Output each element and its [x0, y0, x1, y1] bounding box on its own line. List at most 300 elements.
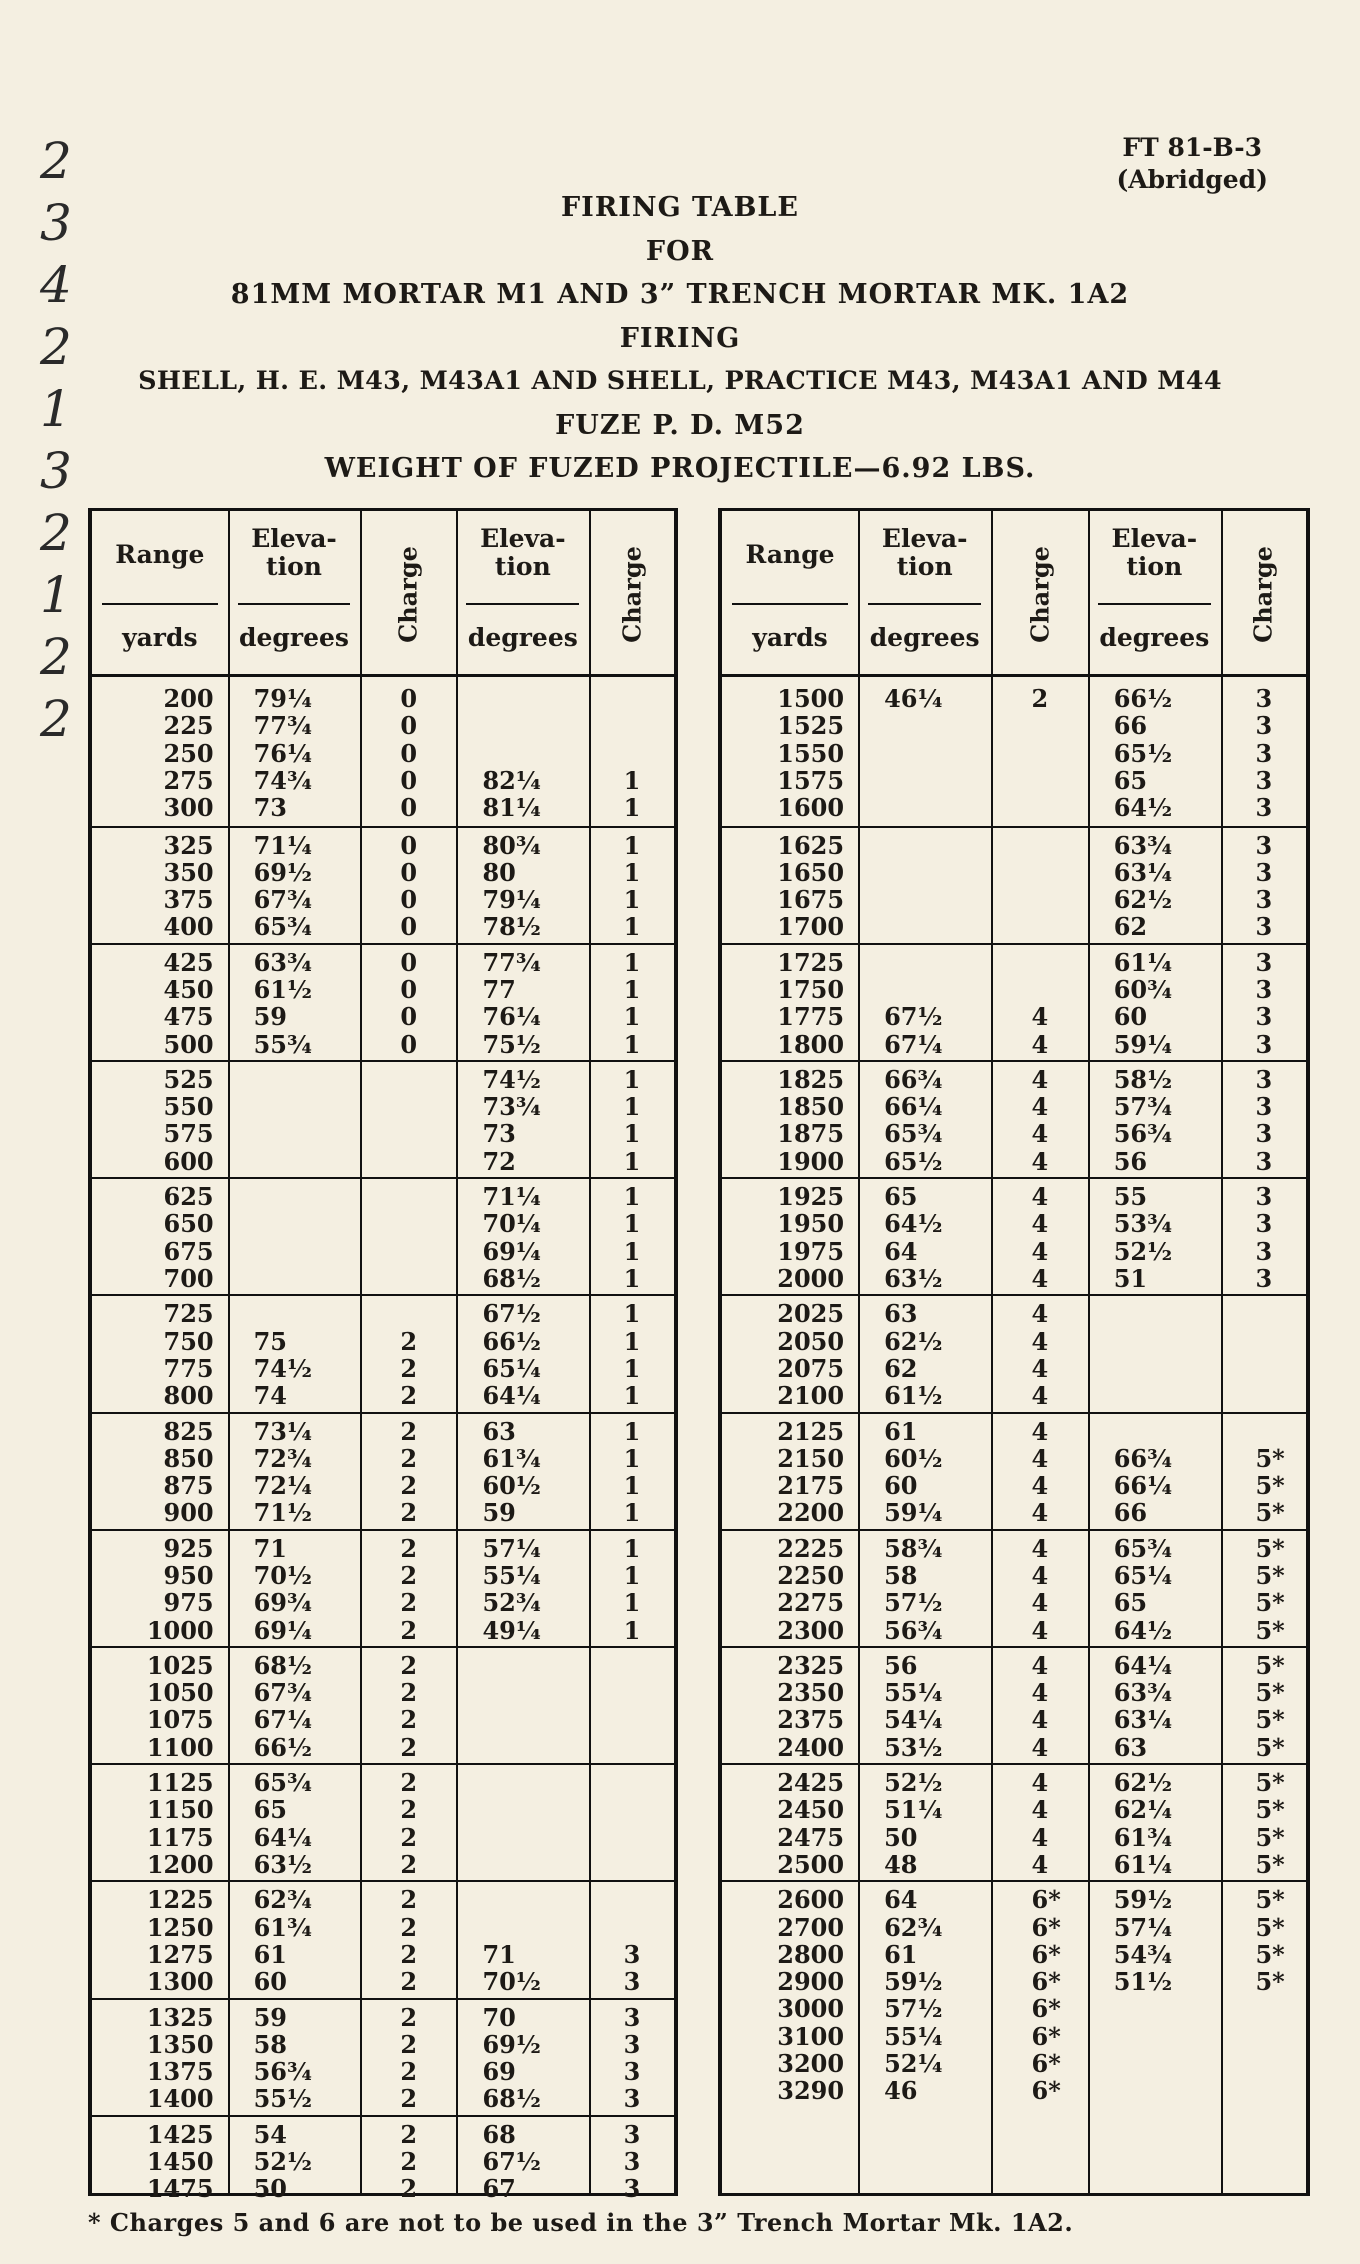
table-row: [92, 740, 674, 767]
elevation-cell: 55½: [253, 2084, 313, 2114]
elevation-cell: 55¾: [253, 1029, 313, 1059]
table-row: [722, 1617, 1306, 1644]
charge-cell: 5*: [1255, 1795, 1285, 1825]
elevation-cell: 49¼: [482, 1615, 541, 1645]
table-row: [92, 1210, 674, 1237]
elevation-cell: 53½: [884, 1732, 943, 1762]
elevation-cell: 60½: [482, 1471, 541, 1501]
table-row: [92, 1734, 674, 1761]
table-row: [92, 1706, 674, 1733]
charge-cell: 5*: [1255, 1822, 1285, 1852]
charge-cell: 5*: [1255, 1678, 1285, 1708]
elevation-cell: 72¼: [253, 1471, 313, 1501]
charge-cell: 5*: [1255, 1885, 1285, 1915]
range-cell: 1300: [146, 1967, 214, 1997]
elevation-cell: 63: [884, 1299, 918, 1329]
charge-cell: 1: [623, 1029, 641, 1059]
elevation-cell: 67¼: [884, 1029, 943, 1059]
elevation-cell: 57½: [884, 1994, 943, 2024]
charge-column-header: Charge: [1248, 546, 1278, 643]
table-row: [92, 2004, 674, 2031]
charge-cell: 1: [623, 793, 641, 823]
charge-cell: 3: [1255, 684, 1273, 713]
elevation-cell: 70¼: [482, 1209, 541, 1239]
charge-cell: 2: [400, 1795, 418, 1825]
range-cell: 2075: [777, 1353, 845, 1383]
elevation-cell: 59¼: [1113, 1029, 1173, 1059]
elevation-cell: 62¾: [884, 1912, 943, 1942]
charge-cell: 2: [400, 1498, 418, 1528]
elevation-unit-label: degrees: [869, 623, 980, 652]
charge-cell: 2: [400, 1678, 418, 1708]
elevation-cell: 62½: [1113, 885, 1173, 915]
charge-cell: 2: [400, 1939, 418, 1969]
elevation-cell: 60¾: [1113, 974, 1173, 1004]
charge-cell: 3: [1255, 1209, 1273, 1239]
charge-cell: 5*: [1255, 1588, 1285, 1618]
charge-cell: 5*: [1255, 1471, 1285, 1501]
table-row: [722, 1679, 1306, 1706]
charge-cell: 2: [400, 1416, 418, 1446]
elevation-cell: 69¾: [253, 1588, 313, 1618]
range-cell: 1075: [146, 1705, 214, 1735]
charge-cell: 2: [400, 1768, 418, 1798]
range-group: [722, 1529, 1306, 1646]
table-row: [722, 2050, 1306, 2077]
range-cell: 1100: [146, 1732, 214, 1762]
table-row: [92, 949, 674, 976]
charge-cell: 1: [623, 1326, 641, 1356]
charge-cell: 2: [400, 1560, 418, 1590]
elevation-cell: 70: [482, 2002, 516, 2032]
table-row: [722, 1851, 1306, 1878]
table-row: [92, 1148, 674, 1175]
elevation-cell: 76¼: [253, 738, 313, 768]
charge-cell: 4: [1031, 1416, 1049, 1446]
range-cell: 1875: [777, 1119, 845, 1149]
charge-cell: 0: [400, 1029, 418, 1059]
elevation-cell: 67½: [884, 1002, 943, 1032]
elevation-cell: 73¾: [482, 1092, 541, 1122]
table-row: [92, 1499, 674, 1526]
charge-cell: 2: [400, 1822, 418, 1852]
elevation-column-header: Eleva- tion: [251, 524, 337, 581]
range-cell: 900: [163, 1498, 214, 1528]
elevation-column-header: Eleva- tion: [480, 524, 566, 581]
charge-cell: 3: [623, 2057, 641, 2087]
table-row: [92, 2031, 674, 2058]
charge-cell: 1: [623, 947, 641, 977]
charge-cell: 4: [1031, 1263, 1049, 1293]
range-cell: 1375: [146, 2057, 214, 2087]
elevation-cell: 62¾: [253, 1885, 313, 1915]
elevation-cell: 78½: [482, 912, 541, 942]
title-firing: FIRING: [619, 322, 741, 354]
charge-cell: 4: [1031, 1560, 1049, 1590]
elevation-cell: 52½: [253, 2146, 313, 2176]
charge-cell: 0: [400, 947, 418, 977]
charge-cell: 3: [1255, 1002, 1273, 1032]
table-row: [722, 712, 1306, 739]
elevation-cell: 58½: [1113, 1064, 1173, 1094]
elevation-cell: 67¾: [253, 885, 313, 915]
elevation-cell: 62½: [1113, 1768, 1173, 1798]
elevation-cell: 56: [884, 1650, 918, 1680]
charge-cell: 4: [1031, 1064, 1049, 1094]
charge-cell: 4: [1031, 1533, 1049, 1563]
charge-cell: 1: [623, 1353, 641, 1383]
elevation-cell: 70½: [253, 1560, 313, 1590]
table-row: [722, 1941, 1306, 1968]
elevation-cell: 57½: [884, 1588, 943, 1618]
handwritten-number: 2: [40, 504, 72, 562]
elevation-cell: 46¼: [884, 684, 943, 713]
charge-cell: 2: [400, 1912, 418, 1942]
charge-cell: 0: [400, 738, 418, 768]
charge-cell: 5*: [1255, 1498, 1285, 1528]
elevation-cell: 58: [253, 2029, 288, 2059]
elevation-cell: 71¼: [482, 1182, 541, 1212]
elevation-cell: 61¾: [1113, 1822, 1173, 1852]
charge-column-header: Charge: [1025, 546, 1054, 643]
table-row: [722, 1265, 1306, 1292]
elevation-cell: 63¾: [1113, 1678, 1173, 1708]
handwritten-number: 4: [40, 256, 72, 314]
charge-cell: 0: [400, 793, 418, 823]
elevation-cell: 68: [482, 2119, 516, 2149]
table-row: [722, 1210, 1306, 1237]
charge-cell: 2: [400, 2002, 418, 2032]
range-cell: 2900: [777, 1967, 845, 1997]
elevation-cell: 48: [884, 1849, 918, 1879]
elevation-cell: 59: [253, 2002, 288, 2032]
elevation-cell: 62¼: [1113, 1795, 1173, 1825]
table-row: [92, 2148, 674, 2175]
charge-cell: 5*: [1255, 1939, 1285, 1969]
table-row: [92, 767, 674, 794]
charge-cell: 4: [1031, 1650, 1049, 1680]
range-cell: 750: [163, 1326, 214, 1356]
range-cell: 2225: [777, 1533, 845, 1563]
elevation-unit-label: degrees: [1099, 623, 1210, 652]
table-row: [92, 794, 674, 821]
elevation-cell: 64½: [1113, 793, 1173, 823]
range-cell: 1775: [777, 1002, 845, 1032]
charge-cell: 3: [1255, 830, 1273, 860]
range-cell: 2400: [777, 1732, 845, 1762]
charge-cell: 1: [623, 1498, 641, 1528]
elevation-cell: 59¼: [884, 1498, 943, 1528]
range-cell: 700: [163, 1263, 214, 1293]
elevation-cell: 67¾: [253, 1678, 313, 1708]
table-row: [92, 1886, 674, 1913]
range-cell: 325: [163, 830, 214, 860]
range-cell: 1500: [777, 684, 845, 713]
column-header-row: [722, 511, 1306, 677]
elevation-cell: 63½: [253, 1849, 313, 1879]
charge-cell: 0: [400, 711, 418, 741]
charge-cell: 5*: [1255, 1705, 1285, 1735]
charge-cell: 0: [400, 765, 418, 795]
range-cell: 1050: [146, 1678, 214, 1708]
table-row: [722, 832, 1306, 859]
range-cell: 2325: [777, 1650, 845, 1680]
table-row: [722, 859, 1306, 886]
elevation-cell: 65¾: [253, 912, 313, 942]
elevation-unit-label: degrees: [239, 623, 349, 652]
charge-cell: 4: [1031, 1768, 1049, 1798]
table-row: [722, 1562, 1306, 1589]
charge-cell: 2: [400, 2146, 418, 2176]
charge-cell: 3: [1255, 1119, 1273, 1149]
elevation-cell: 63: [482, 1416, 516, 1446]
elevation-cell: 64½: [1113, 1615, 1173, 1645]
range-group: [722, 1646, 1306, 1763]
elevation-cell: 66½: [1113, 684, 1173, 713]
elevation-cell: 61¼: [1113, 1849, 1173, 1879]
charge-cell: 1: [623, 1471, 641, 1501]
range-cell: 2275: [777, 1588, 845, 1618]
table-row: [92, 1796, 674, 1823]
range-cell: 1200: [146, 1849, 214, 1879]
range-cell: 1450: [146, 2146, 214, 2176]
table-row: [92, 1968, 674, 1995]
charge-cell: 1: [623, 1002, 641, 1032]
elevation-cell: 65¾: [253, 1768, 313, 1798]
elevation-cell: 74½: [253, 1353, 313, 1383]
header-underline: [102, 603, 218, 605]
table-row: [92, 1355, 674, 1382]
charge-cell: 6*: [1031, 1885, 1061, 1915]
charge-cell: 4: [1031, 1029, 1049, 1059]
table-row: [722, 767, 1306, 794]
elevation-cell: 66½: [482, 1326, 541, 1356]
table-row: [92, 1824, 674, 1851]
charge-cell: 3: [1255, 765, 1273, 795]
range-cell: 850: [163, 1443, 214, 1473]
charge-cell: 4: [1031, 1443, 1049, 1473]
table-row: [92, 1589, 674, 1616]
charge-cell: 2: [400, 1650, 418, 1680]
charge-cell: 1: [623, 1236, 641, 1266]
table-row: [722, 1914, 1306, 1941]
range-cell: 350: [163, 857, 214, 887]
range-cell: 2025: [777, 1299, 845, 1329]
elevation-cell: 65: [884, 1182, 918, 1212]
elevation-cell: 76¼: [482, 1002, 541, 1032]
table-row: [722, 1968, 1306, 1995]
charge-cell: 4: [1031, 1822, 1049, 1852]
table-row: [722, 1418, 1306, 1445]
elevation-cell: 67¼: [253, 1705, 313, 1735]
range-group: [92, 2115, 674, 2205]
range-cell: 3200: [777, 2049, 845, 2079]
elevation-cell: 74¾: [253, 765, 313, 795]
elevation-cell: 62: [884, 1353, 918, 1383]
charge-cell: 1: [623, 1588, 641, 1618]
charge-cell: 3: [1255, 885, 1273, 915]
range-cell: 925: [163, 1533, 214, 1563]
elevation-cell: 66½: [253, 1732, 313, 1762]
range-cell: 1950: [777, 1209, 845, 1239]
range-cell: 1475: [146, 2174, 214, 2204]
charge-cell: 4: [1031, 1299, 1049, 1329]
range-group: [92, 1998, 674, 2115]
elevation-cell: 56: [1113, 1146, 1148, 1176]
elevation-cell: 77: [482, 974, 516, 1004]
charge-column-header: Charge: [617, 546, 647, 643]
charge-cell: 2: [400, 1588, 418, 1618]
elevation-cell: 65½: [1113, 738, 1173, 768]
range-group: [722, 826, 1306, 943]
range-group: [92, 1880, 674, 1997]
charge-column-header: Charge: [393, 546, 423, 643]
table-row: [722, 1769, 1306, 1796]
handwritten-number: 1: [40, 566, 72, 624]
elevation-cell: 71¼: [253, 830, 313, 860]
range-cell: 1800: [777, 1029, 845, 1059]
range-cell: 800: [163, 1381, 214, 1411]
elevation-cell: 58¾: [884, 1533, 943, 1563]
elevation-cell: 64¼: [253, 1822, 313, 1852]
handwritten-number: 2: [40, 132, 72, 190]
elevation-cell: 57¾: [1113, 1092, 1173, 1122]
range-cell: 2600: [777, 1885, 845, 1915]
elevation-cell: 77¾: [253, 711, 313, 741]
range-cell: 725: [163, 1299, 214, 1329]
range-group: [92, 1294, 674, 1411]
range-group: [92, 826, 674, 943]
elevation-cell: 53¾: [1113, 1209, 1173, 1239]
charge-cell: 0: [400, 885, 418, 915]
charge-cell: 3: [1255, 1092, 1273, 1122]
charge-cell: 1: [623, 1092, 641, 1122]
charge-cell: 1: [623, 885, 641, 915]
charge-cell: 3: [623, 1939, 641, 1969]
table-row: [722, 1031, 1306, 1058]
range-cell: 1675: [777, 885, 845, 915]
range-cell: 2050: [777, 1326, 845, 1356]
range-cell: 2000: [777, 1263, 845, 1293]
title-firing-table: FIRING TABLE: [561, 192, 799, 223]
range-cell: 3000: [777, 1994, 845, 2024]
elevation-cell: 82¼: [482, 765, 541, 795]
table-row: [92, 1031, 674, 1058]
table-row: [92, 1120, 674, 1147]
elevation-cell: 58: [884, 1560, 918, 1590]
elevation-cell: 63¾: [1113, 830, 1173, 860]
table-row: [722, 1328, 1306, 1355]
footnote: * Charges 5 and 6 are not to be used in the 3” Trench Mortar Mk. 1A2.: [88, 2208, 1074, 2237]
elevation-cell: 57¼: [1113, 1912, 1173, 1942]
charge-cell: 2: [400, 2029, 418, 2059]
range-cell: 1350: [146, 2029, 214, 2059]
range-cell: 2150: [777, 1443, 845, 1473]
elevation-cell: 71: [253, 1533, 288, 1563]
range-cell: 250: [163, 738, 214, 768]
table-row: [722, 1238, 1306, 1265]
charge-cell: 4: [1031, 1146, 1049, 1176]
elevation-cell: 65: [253, 1795, 288, 1825]
elevation-cell: 65¼: [1113, 1560, 1173, 1590]
elevation-cell: 52¼: [884, 2049, 943, 2079]
table-row: [722, 1589, 1306, 1616]
charge-cell: 4: [1031, 1326, 1049, 1356]
elevation-cell: 61½: [884, 1381, 943, 1411]
range-cell: 1625: [777, 830, 845, 860]
elevation-cell: 69¼: [253, 1615, 313, 1645]
document-code-abridged: (Abridged): [1116, 165, 1268, 194]
range-cell: 3100: [777, 2021, 845, 2051]
charge-cell: 3: [623, 2084, 641, 2114]
range-cell: 375: [163, 885, 214, 915]
charge-cell: 3: [623, 2002, 641, 2032]
range-cell: 775: [163, 1353, 214, 1383]
elevation-cell: 54¼: [884, 1705, 943, 1735]
table-row: [722, 1796, 1306, 1823]
table-row: [92, 913, 674, 940]
table-row: [722, 740, 1306, 767]
elevation-cell: 74½: [482, 1064, 541, 1094]
title-fuze: FUZE P. D. M52: [555, 409, 805, 441]
range-column-header: Range: [745, 540, 835, 569]
range-cell: 400: [163, 912, 214, 942]
table-row: [92, 1769, 674, 1796]
header-underline: [238, 603, 351, 605]
table-row: [92, 1914, 674, 1941]
table-row: [92, 1472, 674, 1499]
charge-cell: 1: [623, 1299, 641, 1329]
table-row: [722, 1300, 1306, 1327]
charge-cell: 3: [1255, 947, 1273, 977]
table-row: [92, 1300, 674, 1327]
charge-cell: 2: [400, 1705, 418, 1735]
table-row: [722, 1499, 1306, 1526]
table-row: [722, 949, 1306, 976]
elevation-cell: 62: [1113, 912, 1148, 942]
title-ammunition: SHELL, H. E. M43, M43A1 AND SHELL, PRACTICE M43, M43A1 AND M44: [138, 366, 1222, 396]
range-group: [722, 1177, 1306, 1294]
charge-cell: 2: [400, 1885, 418, 1915]
range-group: [722, 1412, 1306, 1529]
table-row: [722, 794, 1306, 821]
charge-cell: 2: [400, 2057, 418, 2087]
elevation-cell: 73: [482, 1119, 516, 1149]
range-cell: 1000: [146, 1615, 214, 1645]
range-cell: 2500: [777, 1849, 845, 1879]
charge-cell: 4: [1031, 1705, 1049, 1735]
range-cell: 625: [163, 1182, 214, 1212]
range-group: [92, 1412, 674, 1529]
handwritten-number: 2: [40, 628, 72, 686]
elevation-cell: 55¼: [482, 1560, 541, 1590]
elevation-cell: 65¾: [1113, 1533, 1173, 1563]
column-header-row: [92, 511, 674, 677]
charge-cell: 4: [1031, 1588, 1049, 1618]
range-cell: 1975: [777, 1236, 845, 1266]
range-group: [92, 1529, 674, 1646]
elevation-cell: 61¾: [482, 1443, 541, 1473]
elevation-cell: 60½: [884, 1443, 943, 1473]
elevation-cell: 59: [253, 1002, 288, 1032]
table-row: [92, 1445, 674, 1472]
elevation-cell: 67½: [482, 1299, 541, 1329]
table-row: [92, 1652, 674, 1679]
charge-cell: 3: [1255, 857, 1273, 887]
charge-cell: 4: [1031, 1678, 1049, 1708]
range-group: [92, 681, 674, 826]
charge-cell: 5*: [1255, 1560, 1285, 1590]
